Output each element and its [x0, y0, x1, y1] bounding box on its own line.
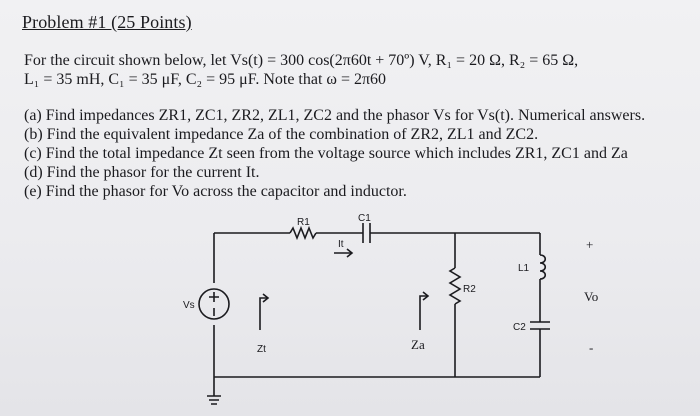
question-e: (e) Find the phasor for Vo across the capacitor and inductor. [24, 183, 407, 200]
label-zt: Zt [257, 344, 266, 355]
label-za: Za [411, 337, 425, 352]
label-vo-plus: + [586, 237, 594, 252]
resistor-r2 [450, 268, 460, 304]
question-d: (d) Find the phasor for the current It. [24, 164, 260, 181]
label-r1: R1 [297, 217, 310, 228]
inductor-l1 [540, 255, 545, 279]
question-b: (b) Find the equivalent impedance Za of the combination of ZR2, ZL1 and ZC2. [24, 126, 539, 143]
problem-statement-line-2: L₁ = 35 mH, C₁ = 35 μF, C₂ = 95 μF. Note that ω = 2π60 [24, 71, 387, 88]
label-c1: C1 [358, 213, 371, 224]
label-c2: C2 [513, 322, 526, 333]
label-r2: R2 [463, 284, 476, 295]
label-l1: L1 [518, 263, 530, 274]
capacitor-c2 [530, 322, 550, 329]
label-vo: Vo [584, 289, 599, 304]
problem-statement-line-1: For the circuit shown below, let Vs(t) = 300 cos(2π60t + 70º) V, R₁ = 20 Ω, R₂ = 65 Ω, [24, 52, 579, 69]
label-vs: Vs [183, 300, 195, 311]
ground-symbol [207, 377, 221, 404]
question-a: (a) Find impedances ZR1, ZC1, ZR2, ZL1, ZC2 and the phasor Vs for Vs(t). Numerical answers. [24, 107, 646, 124]
resistor-r1 [290, 228, 316, 238]
source-plus-sign [209, 292, 219, 302]
za-marker [420, 296, 428, 330]
problem-title: Problem #1 (25 Points) [22, 12, 192, 32]
label-it: It [338, 239, 344, 250]
capacitor-c1 [363, 223, 370, 243]
zt-marker [260, 298, 268, 330]
label-vo-minus: - [589, 340, 594, 355]
question-c: (c) Find the total impedance Zt seen from the voltage source which includes ZR1, ZC1 and Za [24, 145, 628, 162]
